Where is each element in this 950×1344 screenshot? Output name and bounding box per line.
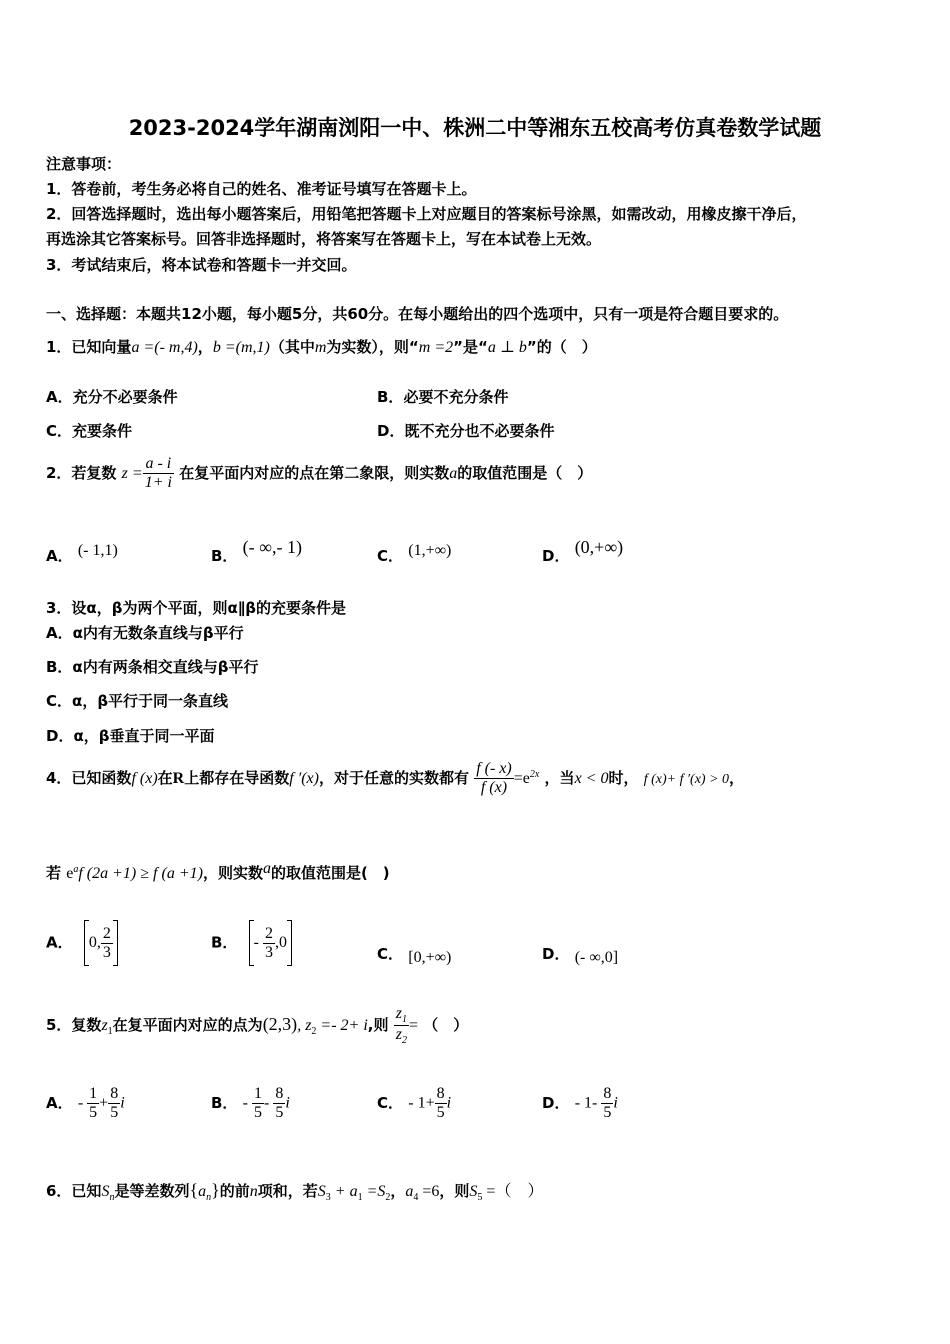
notice-heading: 注意事项： — [46, 155, 122, 173]
notice-item-2: 2．回答选择题时，选出每小题答案后，用铅笔把答题卡上对应题目的答案标号涂黑，如需改动，用橡皮擦干净后， — [46, 205, 807, 223]
q1-option-b[interactable]: B．必要不充分条件 — [377, 388, 509, 406]
question-4: 4．已知函数f (x)在R上都存在导函数f ′(x)，对于任意的实数都有 $\frac{f (- x)}{f (x)}$ $=e^{2x}$ ，当x < 0时， f (x)+ f ′(x) > 0， — [46, 760, 745, 796]
q4-option-b[interactable]: B． - $\frac{2}{3}$ ,0 — [211, 920, 292, 966]
q5-ratio: $\frac{z_1}{z_2}$ — [395, 1005, 407, 1047]
question-5: 5．复数$z_1$在复平面内对应的点为(2,3), $z_2 =- 2+ i$,则 $\frac{z_1}{z_2}$ = （ ） — [46, 1005, 469, 1047]
q4-condition-line: 若 $e^af$ (2a +1) ≥ f (a +1)，则实数a的取值范围是( ) — [46, 860, 390, 882]
q2-text-2: 的取值范围是（ ） — [457, 464, 593, 482]
q2-option-b[interactable]: B． (- ∞,- 1) — [211, 537, 302, 565]
q5-option-b[interactable]: B． - $\frac{1}{5}$ - $\frac{8}{5}$ i — [211, 1085, 290, 1121]
q1-vector-b: b =(m,1) — [212, 339, 270, 356]
q4-option-a[interactable]: A． 0, $\frac{2}{3}$ — [46, 920, 118, 966]
q1-option-c[interactable]: C．充要条件 — [46, 422, 133, 440]
q1-end: ”的（ ） — [526, 338, 597, 356]
question-1 — [46, 336, 597, 357]
q2-option-a[interactable]: A． (- 1,1) — [46, 542, 118, 565]
q2-option-c[interactable]: C． (1,+∞) — [377, 542, 452, 565]
question-3: 3．设α，β为两个平面，则α∥β的充要条件是 — [46, 599, 347, 617]
section-heading: 一、选择题：本题共12小题，每小题5分，共60分。在每小题给出的四个选项中，只有一项是符合题目要求的。 — [46, 305, 789, 323]
q1-option-d[interactable]: D．既不充分也不必要条件 — [377, 422, 555, 440]
q3-option-a[interactable]: A．α内有无数条直线与β平行 — [46, 624, 244, 642]
q3-option-b[interactable]: B．α内有两条相交直线与β平行 — [46, 658, 259, 676]
question-2 — [46, 455, 592, 492]
q1-m: m — [314, 339, 327, 356]
q1-text-3: ”是“ — [453, 338, 488, 356]
q4-option-c[interactable]: C． [0,+∞) — [377, 945, 452, 966]
q2-a: a — [449, 465, 458, 482]
page-title: 2023-2024学年湖南浏阳一中、株洲二中等湘东五校高考仿真卷数学试题 — [128, 116, 822, 140]
q4-ratio: $\frac{f (- x)}{f (x)}$ — [476, 760, 512, 796]
q4-option-d[interactable]: D． (- ∞,0] — [542, 945, 619, 966]
q3-option-c[interactable]: C．α，β平行于同一条直线 — [46, 692, 229, 710]
q1-comma: ， — [197, 338, 213, 356]
q1-text-2: 为实数），则“ — [326, 338, 419, 356]
q5-option-d[interactable]: D． - 1- $\frac{8}{5}$ i — [542, 1085, 618, 1121]
q1-vector-a: a =(- m,4) — [131, 339, 198, 356]
q2-fraction: $\frac{a - i}{1+ i}$ — [144, 455, 172, 491]
q1-condition-2: a ⊥ b — [487, 339, 527, 356]
q5-option-a[interactable]: A． - $\frac{1}{5}$ + $\frac{8}{5}$ i — [46, 1085, 125, 1121]
question-6: 6．已知$S_n$是等差数列$\{a_n\}$的前n项和，若$S_3 + a_1 =S_2$，$a_4 =6$，则$S_5$ =（ ） — [46, 1180, 544, 1203]
q2-prefix: 2．若复数 — [46, 464, 117, 482]
notice-item-2-cont: 再选涂其它答案标号。回答非选择题时，将答案写在答题卡上，写在本试卷上无效。 — [46, 230, 602, 248]
q1-condition-1: m =2 — [418, 339, 454, 356]
q2-option-d[interactable]: D． (0,+∞) — [542, 537, 624, 565]
q1-option-a[interactable]: A．充分不必要条件 — [46, 388, 178, 406]
notice-item-1: 1．答卷前，考生务必将自己的姓名、准考证号填写在答题卡上。 — [46, 180, 477, 198]
q2-text-1: 在复平面内对应的点在第二象限，则实数 — [179, 464, 450, 482]
q1-prefix: 1．已知向量 — [46, 338, 132, 356]
notice-item-3: 3．考试结束后，将本试卷和答题卡一并交回。 — [46, 256, 357, 274]
q3-option-d[interactable]: D．α，β垂直于同一平面 — [46, 727, 215, 745]
q5-option-c[interactable]: C． - 1+ $\frac{8}{5}$ i — [377, 1085, 452, 1121]
q2-z-eq: z = — [121, 465, 143, 482]
q1-text-1: （其中 — [269, 338, 315, 356]
